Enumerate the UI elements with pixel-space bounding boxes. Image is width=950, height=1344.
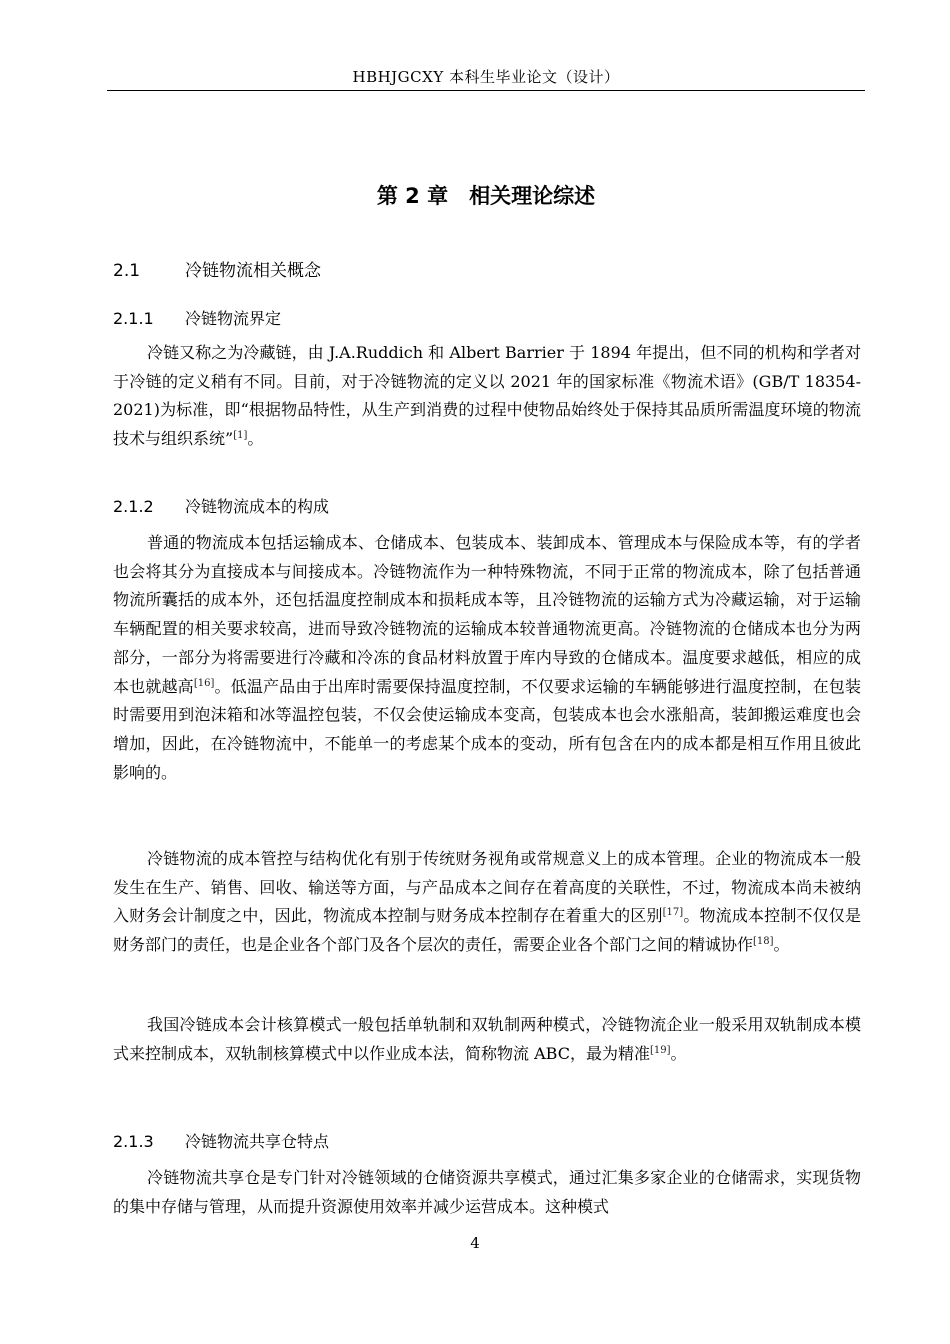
paragraph-text: 。物流成本控制不仅仅是财务部门的责任，也是企业各个部门及各个层次的责任，需要企业各个部门之间的精诚协作 [113,906,861,955]
paragraph-2-1-2-c [113,1011,861,1068]
section-number: 2.1.1 [113,309,154,328]
section-title: 冷链物流共享仓特点 [185,1132,330,1151]
citation: [16] [193,677,215,689]
citation: [19] [649,1044,671,1056]
paragraph-2-1-1 [113,339,861,454]
paragraph-text: 冷链物流共享仓是专门针对冷链领域的仓储资源共享模式，通过汇集多家企业的仓储需求，实现货物的集中存储与管理，从而提升资源使用效率并减少运营成本。这种模式 [113,1168,861,1216]
section-heading-2-1-1 [113,306,281,329]
citation: [17] [662,907,684,919]
paragraph-2-1-2-a [113,529,861,787]
header-rule [107,90,865,91]
page-number: 4 [470,1234,480,1252]
section-title: 冷链物流成本的构成 [185,497,330,516]
chapter-title: 第 2 章 相关理论综述 [376,184,596,208]
paragraph-2-1-2-b [113,845,861,960]
citation: [1] [233,430,248,442]
citation: [18] [753,936,774,948]
section-heading-2-1-2 [113,494,329,517]
paragraph-text: 冷链又称之为冷藏链，由 J.A.Ruddich 和 Albert Barrier 于 1894 年提出，但不同的机构和学者对于冷链的定义稍有不同。目前，对于冷链物流的定义以 2021 年的国家标准《物流术语》(GB/T 18354-2021)为标准，即“根据物品特性，从生产到消费的过程中使物品始终处于保持其品质所需温度环境的物流技术与组织系统” [113,343,861,449]
section-title: 冷链物流界定 [185,309,282,328]
running-header: HBHJGCXY 本科生毕业论文（设计） [352,68,620,86]
section-number: 2.1.3 [113,1132,154,1151]
paragraph-2-1-3 [113,1164,861,1221]
paragraph-text: 冷链物流的成本管控与结构优化有别于传统财务视角或常规意义上的成本管理。企业的物流成本一般发生在生产、销售、回收、输送等方面，与产品成本之间存在着高度的关联性，不过，物流成本尚未被纳入财务会计制度之中，因此，物流成本控制与财务成本控制存在着重大的区别 [113,849,861,926]
section-title: 冷链物流相关概念 [185,261,321,281]
paragraph-text: 我国冷链成本会计核算模式一般包括单轨制和双轨制两种模式，冷链物流企业一般采用双轨制成本模式来控制成本，双轨制核算模式中以作业成本法，简称物流 ABC，最为精准 [113,1015,861,1063]
paragraph-text: 。低温产品由于出库时需要保持温度控制，不仅要求运输的车辆能够进行温度控制，在包装时需要用到泡沫箱和冰等温控包装，不仅会使运输成本变高，包装成本也会水涨船高，装卸搬运难度也会增加，因此，在冷链物流中，不能单一的考虑某个成本的变动，所有包含在内的成本都是相互作用且彼此影响的。 [113,676,861,782]
section-number: 2.1.2 [113,497,154,516]
paragraph-text: 。 [247,429,264,449]
paragraph-text: 。 [670,1043,687,1063]
paragraph-text: 。 [773,935,790,955]
section-heading-2-1 [113,256,321,281]
section-heading-2-1-3 [113,1129,329,1152]
paragraph-text: 普通的物流成本包括运输成本、仓储成本、包装成本、装卸成本、管理成本与保险成本等，有的学者也会将其分为直接成本与间接成本。冷链物流作为一种特殊物流，不同于正常的物流成本，除了包括普通物流所囊括的成本外，还包括温度控制成本和损耗成本等，且冷链物流的运输方式为冷藏运输，对于运输车辆配置的相关要求较高，进而导致冷链物流的运输成本较普通物流更高。冷链物流的仓储成本也分为两部分，一部分为将需要进行冷藏和冷冻的食品材料放置于库内导致的仓储成本。温度要求越低，相应的成本也就越高 [113,533,861,696]
section-number: 2.1 [113,261,141,281]
